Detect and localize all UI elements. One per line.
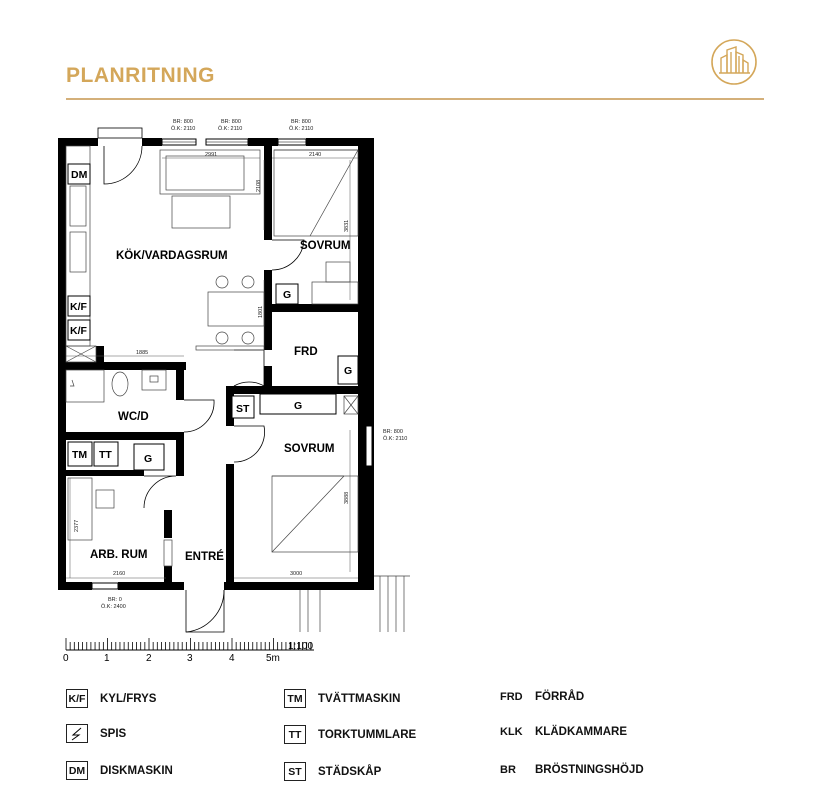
scale-bar (63, 638, 314, 664)
scale-tick-0: 0 (63, 653, 69, 664)
legend-item-st (284, 762, 381, 781)
legend-item-tt (284, 725, 416, 744)
legend-label-spis: SPIS (100, 727, 127, 740)
room-bedroom-2: SOVRUM (284, 443, 335, 455)
legend-abbr-tt: TT (284, 725, 306, 744)
window-1-br: BR: 800 (173, 119, 193, 125)
legend-item-kf (66, 689, 156, 708)
window-2-ok: Ö.K: 2110 (218, 126, 243, 132)
fixture-tt: TT (99, 449, 112, 461)
legend-abbr-dm: DM (66, 761, 88, 780)
legend-abbr-kf: K/F (66, 689, 88, 708)
window-3-ok: Ö.K: 2110 (289, 126, 314, 132)
room-entry: ENTRÉ (185, 551, 224, 563)
scale-tick-4: 4 (229, 653, 235, 664)
legend-item-tm (284, 689, 400, 708)
window-3-br: BR: 800 (291, 119, 311, 125)
fixture-tm: TM (72, 449, 88, 461)
dim-1885: 1885 (136, 350, 149, 356)
room-storage: FRD (294, 346, 318, 358)
dim-3831: 3831 (344, 219, 350, 232)
dim-1801: 1801 (258, 305, 264, 318)
legend-abbr-st: ST (284, 762, 306, 781)
legend-label-tm: TVÄTTMASKIN (318, 692, 401, 705)
dim-2140: 2140 (309, 152, 322, 158)
legend-abbr-br: BR (500, 764, 516, 776)
interior-walls (58, 146, 358, 582)
legend-item-br (500, 764, 644, 776)
room-wc: WC/D (118, 411, 149, 423)
legend-label-br: BRÖSTNINGSHÖJD (535, 764, 644, 776)
stove-icon (66, 724, 88, 743)
legend-label-st: STÄDSKÅP (318, 765, 382, 778)
legend-label-tt: TORKTUMMLARE (318, 728, 417, 741)
fixture-g-storage: G (344, 365, 353, 377)
window-4-br: BR: 800 (383, 429, 403, 435)
fixture-g-bedroom: G (283, 289, 292, 301)
legend-item-frd (500, 691, 584, 703)
dim-3000: 3000 (290, 571, 303, 577)
fixture-kf-1: K/F (70, 301, 87, 313)
dim-2377: 2377 (74, 519, 80, 532)
window-1-ok: Ö.K: 2110 (171, 126, 196, 132)
scale-tick-3: 3 (187, 653, 193, 664)
room-kitchen: KÖK/VARDAGSRUM (116, 250, 228, 262)
scale-tick-1: 1 (104, 653, 110, 664)
legend-abbr-frd: FRD (500, 691, 523, 703)
dim-3888: 3888 (344, 491, 350, 504)
legend-abbr-klk: KLK (500, 726, 523, 738)
legend-item-spis (66, 724, 126, 743)
legend-abbr-tm: TM (284, 689, 306, 708)
dim-2108: 2108 (256, 179, 262, 192)
legend-label-klk: KLÄDKAMMARE (535, 726, 627, 738)
page-title: PLANRITNING (66, 64, 215, 87)
legend-item-dm (66, 761, 173, 780)
legend-label-frd: FÖRRÅD (535, 691, 585, 703)
dim-2991: 2991 (205, 152, 218, 158)
fixture-g-wc: G (144, 453, 153, 465)
fixture-g-hall: G (294, 400, 303, 412)
fixture-dm: DM (71, 169, 88, 181)
dim-2160: 2160 (113, 571, 126, 577)
legend-label-kf: KYL/FRYS (100, 692, 157, 705)
scale-ratio: 1:100 (288, 641, 314, 652)
window-2-br: BR: 800 (221, 119, 241, 125)
room-bedroom-1: SOVRUM (300, 240, 351, 252)
door-br: BR: 0 (108, 597, 122, 603)
scale-tick-2: 2 (146, 653, 152, 664)
legend-item-klk (500, 726, 627, 738)
room-office: ARB. RUM (90, 549, 148, 561)
scale-tick-5: 5m (266, 653, 280, 664)
legend-label-dm: DISKMASKIN (100, 764, 173, 777)
door-ok: Ö.K: 2400 (101, 604, 126, 610)
window-4-ok: Ö.K: 2110 (383, 436, 408, 442)
fixture-kf-2: K/F (70, 325, 87, 337)
fixture-st: ST (236, 403, 250, 415)
